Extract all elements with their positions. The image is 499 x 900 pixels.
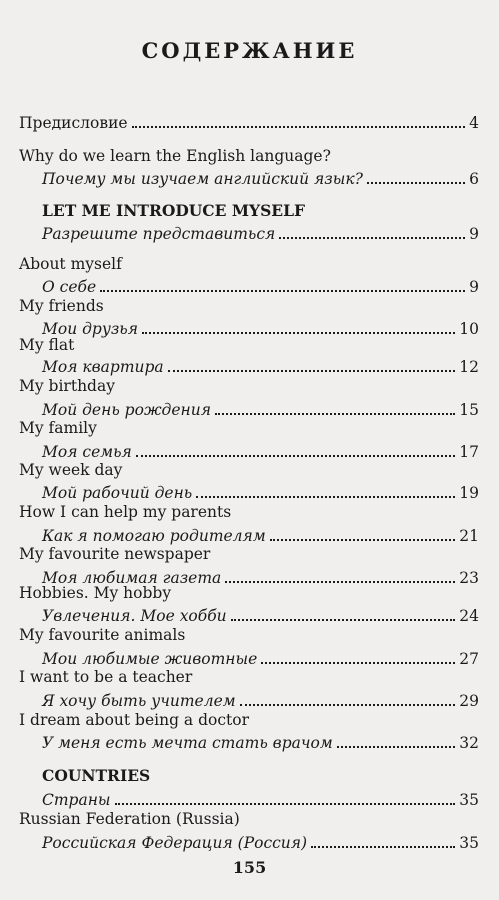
toc-page-number: 21 (459, 527, 479, 545)
toc-entry-intro-ru (0, 223, 499, 249)
leader-dots (270, 527, 456, 541)
section-heading-intro (0, 199, 499, 225)
toc-page-number: 15 (459, 401, 479, 419)
page-title: СОДЕРЖАНИЕ (141, 38, 358, 63)
leader-dots (215, 401, 455, 415)
toc-page-number: 9 (469, 225, 479, 243)
leader-dots (279, 225, 465, 239)
toc-entry-english: About myself (19, 255, 122, 273)
toc-entry-english: My week day (19, 461, 123, 479)
toc-entry-english: How I can help my parents (19, 503, 232, 521)
leader-dots (136, 443, 455, 457)
toc-page-number: 19 (459, 484, 479, 502)
toc-page-number: 12 (459, 358, 479, 376)
leader-dots (231, 607, 456, 621)
toc-entry-russian: Российская Федерация (Россия) (42, 834, 308, 852)
toc-entry-en (0, 417, 499, 443)
toc-page-number: 32 (459, 734, 479, 752)
toc-entry-english: My flat (19, 336, 75, 354)
toc-entry-russian: Мои друзья (42, 320, 139, 338)
leader-dots (132, 114, 466, 128)
toc-page-number: 27 (459, 650, 479, 668)
toc-entry-russia-en (0, 808, 499, 834)
toc-entry-russian: Страны (42, 791, 111, 809)
page-number: 155 (232, 858, 267, 877)
toc-entry-english: My friends (19, 297, 104, 315)
leader-dots (337, 734, 456, 748)
toc-entry-russian: Моя семья (42, 443, 132, 461)
leader-dots (196, 484, 455, 498)
toc-page-number: 17 (459, 443, 479, 461)
toc-entry-en (0, 375, 499, 401)
leader-dots (168, 358, 456, 372)
leader-dots (261, 650, 455, 664)
toc-entry-russian: Разрешите представиться (42, 225, 276, 243)
toc-page-number: 24 (459, 607, 479, 625)
toc-entry-en (0, 501, 499, 527)
toc-entry-english: Hobbies. My hobby (19, 584, 172, 602)
toc-entry-russian: Моя любимая газета (42, 569, 222, 587)
toc-page-number: 6 (469, 170, 479, 188)
leader-dots (115, 791, 456, 805)
toc-entry-russian: Мои любимые животные (42, 650, 258, 668)
toc-entry-russian: У меня есть мечта стать врачом (42, 734, 333, 752)
section-heading: LET ME INTRODUCE MYSELF (42, 201, 305, 220)
toc-entry-english: I want to be a teacher (19, 668, 193, 686)
toc-page-number: 10 (459, 320, 479, 338)
toc-entry-russian: Мой день рождения (42, 401, 212, 419)
toc-entry-russian: Почему мы изучаем английский язык? (42, 170, 363, 188)
toc-entry-english: I dream about being a doctor (19, 711, 250, 729)
toc-entry-russian: Мой рабочий день (42, 484, 193, 502)
leader-dots (225, 569, 455, 583)
toc-entry-preface (0, 112, 499, 138)
toc-entry-english: Why do we learn the English language? (19, 147, 331, 165)
leader-dots (240, 692, 456, 706)
toc-entry-en (0, 624, 499, 650)
toc-entry-english: My favourite animals (19, 626, 186, 644)
section-heading: COUNTRIES (42, 766, 151, 785)
toc-entry-english: My favourite newspaper (19, 545, 211, 563)
leader-dots (142, 320, 455, 334)
leader-dots (367, 170, 465, 184)
toc-entry-russia-ru (0, 832, 499, 858)
toc-entry-russian: Моя квартира (42, 358, 164, 376)
toc-entry-russian: О себе (42, 278, 97, 296)
leader-dots (311, 834, 455, 848)
toc-entry-en (0, 543, 499, 569)
leader-dots (100, 278, 465, 292)
toc-entry-russian: Я хочу быть учителем (42, 692, 236, 710)
toc-preface-label: Предисловие (19, 114, 128, 132)
toc-entry-english: Russian Federation (Russia) (19, 810, 240, 828)
toc-page-number: 35 (459, 791, 479, 809)
toc-entry-russian: Как я помогаю родителям (42, 527, 266, 545)
toc-page-number: 4 (469, 114, 479, 132)
toc-page-number: 35 (459, 834, 479, 852)
toc-page-number: 9 (469, 278, 479, 296)
toc-entry-ru (0, 732, 499, 758)
toc-entry-english: My birthday (19, 377, 115, 395)
toc-page-number: 29 (459, 692, 479, 710)
toc-page-number: 23 (459, 569, 479, 587)
toc-entry-en (0, 666, 499, 692)
toc-entry-english: My family (19, 419, 97, 437)
toc-entry-russian: Увлечения. Мое хобби (42, 607, 227, 625)
section-heading-countries (0, 764, 499, 790)
toc-entry-why-ru (0, 168, 499, 194)
